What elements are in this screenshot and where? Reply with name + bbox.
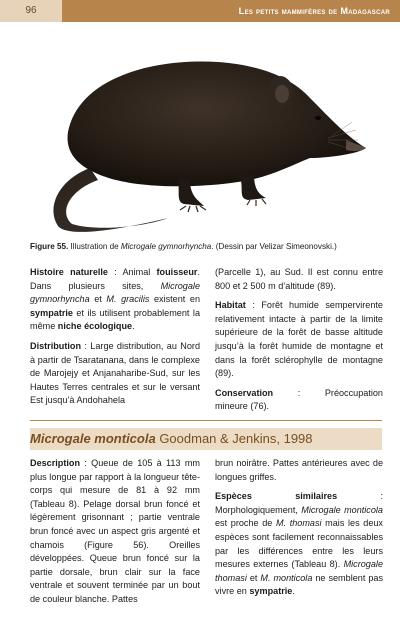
especes-label-1: Espèces (215, 491, 252, 502)
conservation-paragraph (215, 387, 383, 414)
conservation-text: mineure (76). (215, 401, 270, 412)
species-ref: Microgale monticola (301, 504, 383, 515)
histoire-c: et (89, 294, 107, 305)
running-title: Les petits mammifères de Madagascar (238, 6, 390, 16)
species-ref: M. thomasi (275, 518, 322, 529)
description-paragraph (30, 457, 200, 607)
species-heading-authors: Goodman & Jenkins, 1998 (155, 431, 313, 446)
conservation-label: Conservation (215, 387, 274, 398)
especes-f: . (292, 586, 295, 597)
distribution-label: Distribution (30, 340, 82, 351)
histoire-naturelle-paragraph (30, 266, 200, 334)
parcelle-paragraph: (Parcelle 1), au Sud. Il est connu entre 800 et 2 500 m d’altitude (89). (215, 267, 383, 291)
term-sympatrie: sympatrie (249, 586, 293, 597)
species-ref: Microgale thomasi (215, 559, 383, 583)
especes-body (215, 504, 383, 599)
histoire-e: et ils utilisent probablement la même (30, 307, 200, 332)
page-number: 96 (0, 0, 62, 22)
term-niche: niche écologique (57, 321, 133, 332)
pattes-paragraph: brun noirâtre. Pattes antérieures avec de longues griffes. (215, 458, 383, 482)
species-heading (30, 431, 313, 447)
histoire-b: . Dans plusieurs sites, (30, 267, 200, 291)
especes-label-2: similaires (295, 491, 338, 502)
right-column-top (215, 266, 383, 414)
description-label: Description (30, 458, 81, 468)
term-fouisseur: fouisseur (156, 267, 198, 277)
term-sympatrie: sympatrie (30, 307, 73, 318)
distribution-paragraph (30, 340, 200, 408)
histoire-d: existent en (149, 294, 200, 305)
species-ref: Microgale gymnorhyncha (30, 280, 200, 305)
especes-c: mais les deux espèces sont facilement reconnaissables par les différences entre les leurs mesures externes (Tableau 8). (215, 518, 383, 570)
species-heading-name: Microgale monticola (30, 431, 156, 446)
especes-d: et (246, 572, 261, 583)
conservation-word: Préoccupation (324, 387, 383, 398)
distribution-text: : Large distribution, au Nord à partir de Tsaratanana, dans le complexe de Marojejy et Anjanaharibe-Sud, sur les Hautes Terres centrales et sur le versant Est jusqu’à Andohahela (30, 340, 200, 406)
conservation-line (215, 387, 383, 401)
habitat-label: Habitat (215, 300, 246, 311)
running-header (0, 0, 400, 22)
conservation-colon: : (297, 387, 301, 398)
habitat-text: : Forêt humide sempervirente relativement intacte à partir de la limite supérieure de la forêt de basse altitude jusqu’à la forêt humide de montagne et dans la forêt sclérophylle de montagne (89). (215, 300, 383, 379)
histoire-label: Histoire naturelle (30, 267, 108, 277)
especes-similaires-paragraph (215, 490, 383, 599)
especes-heading-line (215, 490, 383, 504)
shrew-tenrec-illustration (28, 40, 378, 240)
species-ref: M. monticola (260, 572, 313, 583)
habitat-paragraph (215, 299, 383, 381)
left-column-top (30, 266, 200, 414)
left-column-bottom (30, 457, 200, 613)
especes-b: est proche de (215, 518, 276, 529)
figure-caption (30, 241, 382, 252)
right-column-bottom (215, 457, 383, 599)
especes-e: ne semblent pas vivre en (215, 572, 383, 597)
figure-label: Figure 55. (30, 242, 69, 251)
especes-a: Morphologiquement, (215, 504, 302, 515)
histoire-a: : Animal (108, 267, 157, 277)
especes-colon: : (380, 491, 383, 502)
caption-species: Microgale gymnorhyncha (120, 242, 212, 251)
description-text: : Queue de 105 à 113 mm plus longue par rapport à la longueur tête-corps qui mesure de 81 à 92 mm (Tableau 8). Pelage dorsal brun foncé et légèrement grisonnant ; partie ventrale brun foncé avec un aspect gris argenté et chamois (Figure 56). Oreilles développées. Queue brun foncé sur la partie dorsale, brun clair sur la face ventrale et souvent terminée par un bout de couleur blanche. Pattes (30, 458, 200, 604)
section-divider (30, 420, 382, 421)
histoire-f: . (132, 321, 135, 332)
caption-text-b: . (Dessin par Velizar Simeonovski.) (211, 242, 337, 251)
caption-text-a: Illustration de (68, 242, 121, 251)
species-ref: M. gracilis (106, 294, 150, 305)
